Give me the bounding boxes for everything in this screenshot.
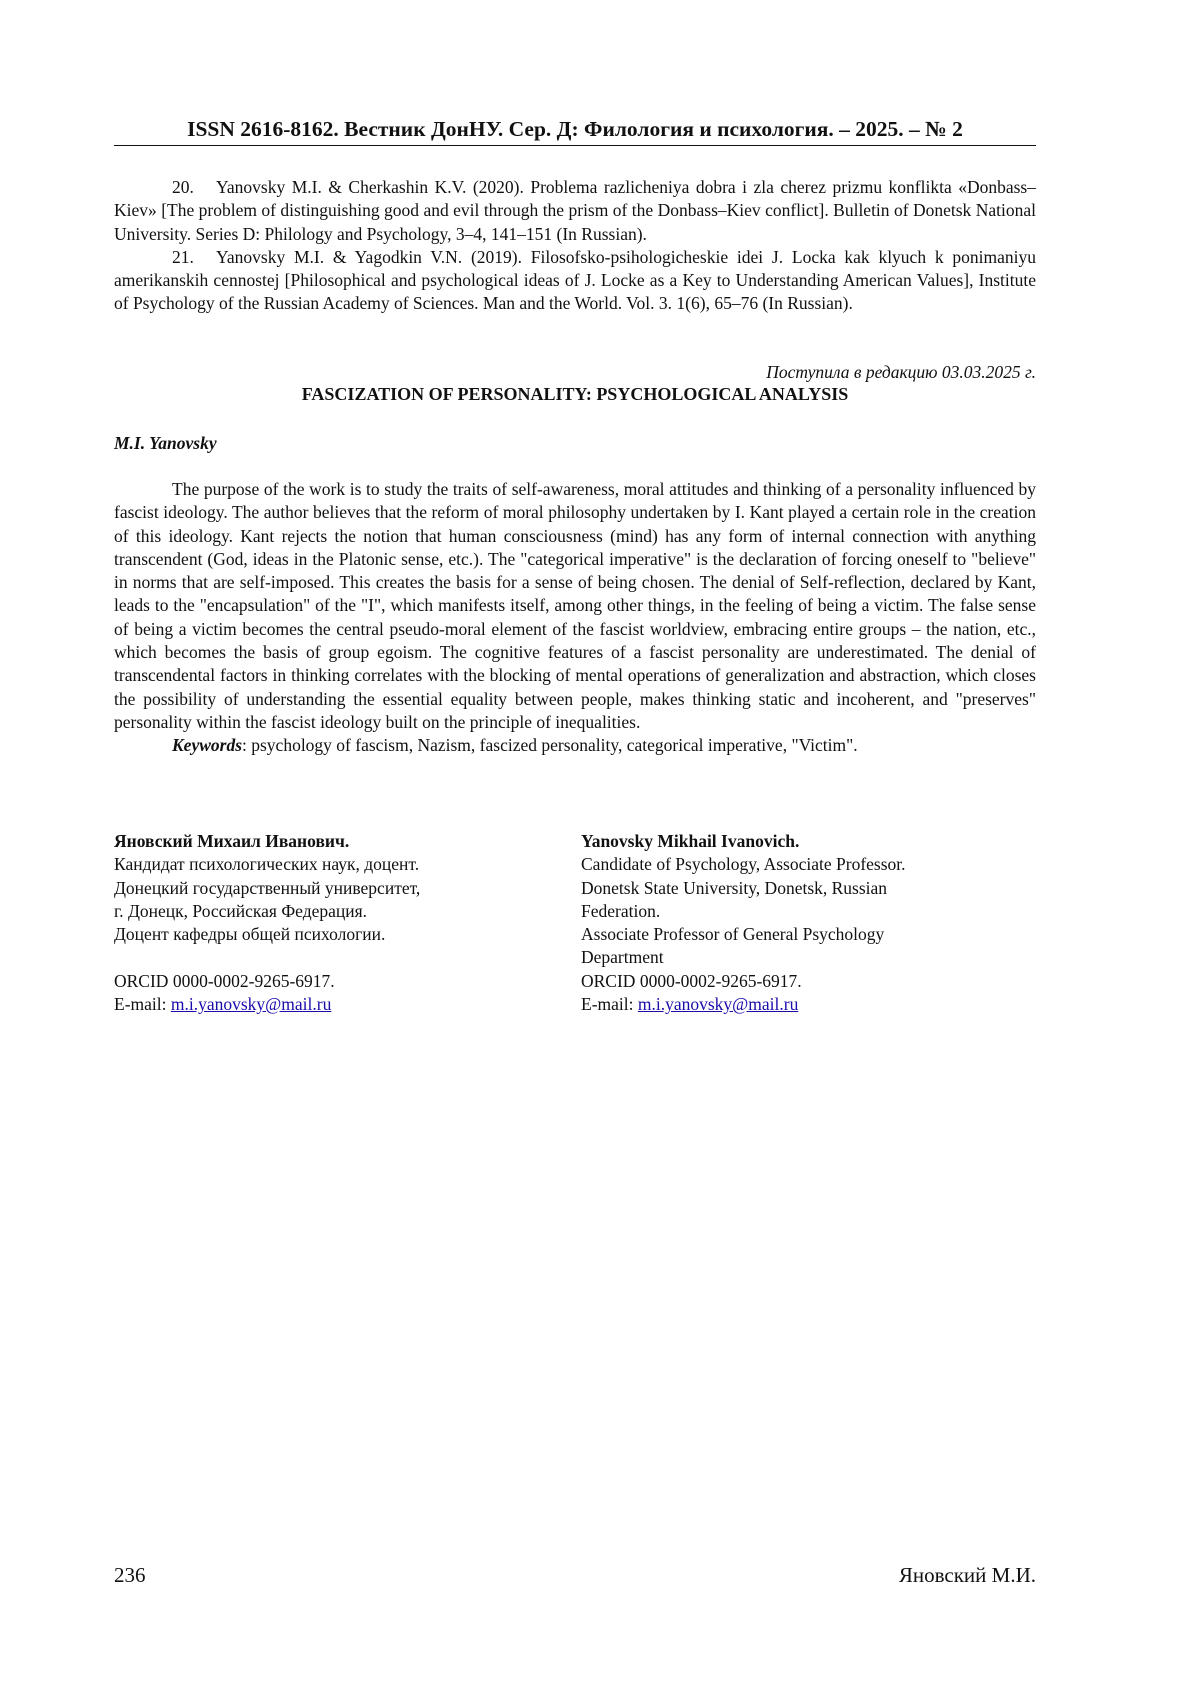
received-date: Поступила в редакцию 03.03.2025 г. [766,362,1036,382]
author-line: Federation. [581,900,661,921]
orcid-ru: ORCID 0000-0002-9265-6917. [114,970,335,991]
author-line: Доцент кафедры общей психологии. [114,924,386,945]
email-link[interactable]: m.i.yanovsky@mail.ru [637,994,799,1015]
orcid-en: ORCID 0000-0002-9265-6917. [581,970,802,991]
author-line: Кандидат психологических наук, доцент. [114,854,420,875]
author-line: Department [581,947,664,968]
references-list [114,176,1036,316]
abstract [114,478,1036,758]
author-line: Associate Professor of General Psychology [581,924,885,945]
author-line: Донецкий государственный университет, [114,877,421,898]
reference-number: 20. [172,177,194,197]
article-title: FASCIZATION OF PERSONALITY: PSYCHOLOGICAL ANALYSIS [301,384,849,404]
author-name-ru: Яновский Михаил Иванович. [114,831,350,851]
author-name-en: Yanovsky Mikhail Ivanovich. [581,831,800,851]
journal-header: ISSN 2616-8162. Вестник ДонНУ. Сер. Д: Филология и психология. – 2025. – № 2 [114,116,1036,146]
keywords [114,734,1036,757]
email-ru [114,993,524,1016]
email-label: E-mail: [114,994,171,1015]
abstract-text: The purpose of the work is to study the traits of self-awareness, moral attitudes and thinking of a personality influenced by fascist ideology. The author believes that the reform of moral philosophy undertaken by I. Kant played a certain role in the creation of this ideology. Kant rejects the notion that human consciousness (mind) has any form of internal connection with anything transcendent (God, ideas in the Platonic sense, etc.). The "categorical imperative" is the declaration of forcing oneself to "believe" in norms that are self-imposed. This creates the basis for a sense of being chosen. The denial of Self-reflection, declared by Kant, leads to the "encapsulation" of the "I", which manifests itself, among other things, in the feeling of being a victim. The false sense of being a victim becomes the central pseudo-moral element of the fascist worldview, embracing entire groups – the nation, etc., which becomes the basis of group egoism. The cognitive features of a fascist personality are underestimated. The denial of transcendental factors in thinking correlates with the blocking of mental operations of generalization and abstraction, which closes the possibility of understanding the essential equality between people, makes thinking static and incoherent, and "preserves" personality within the fascist ideology built on the principle of inequalities. [114,479,1036,732]
email-en [581,993,991,1016]
reference-text: Yanovsky M.I. & Cherkashin K.V. (2020). Problema razlicheniya dobra i zla cherez prizmu konflikta «Donbass–Kiev» [The problem of distinguishing good and evil through the prism of the Donbass–Kiev conflict]. Bulletin of Donetsk National University. Series D: Philology and Psychology, 3–4, 141–151 (In Russian). [114,177,1036,244]
page-number: 236 [114,1563,146,1587]
footer-author: Яновский М.И. [898,1563,1036,1587]
author-info-en [581,830,991,1016]
email-label: E-mail: [581,994,638,1015]
reference-number: 21. [172,246,194,267]
keywords-label: Keywords [172,735,242,756]
article-author: M.I. Yanovsky [114,433,217,453]
author-line: Candidate of Psychology, Associate Professor. [581,854,906,875]
email-link[interactable]: m.i.yanovsky@mail.ru [170,994,332,1015]
keywords-text: : psychology of fascism, Nazism, fascized personality, categorical imperative, "Victim". [242,735,858,756]
author-info-ru [114,830,524,1016]
author-line: г. Донецк, Российская Федерация. [114,900,368,921]
reference-item [114,246,1036,316]
reference-text: Yanovsky M.I. & Yagodkin V.N. (2019). Filosofsko-psihologicheskie idei J. Locka kak klyuch k ponimaniyu amerikanskih cennostej [Philosophical and psychological ideas of J. Locke as a Key to Understanding American Values], Institute of Psychology of the Russian Academy of Sciences. Man and the World. Vol. 3. 1(6), 65–76 (In Russian). [114,246,1036,314]
reference-item [114,176,1036,246]
author-line: Donetsk State University, Donetsk, Russian [581,877,888,898]
